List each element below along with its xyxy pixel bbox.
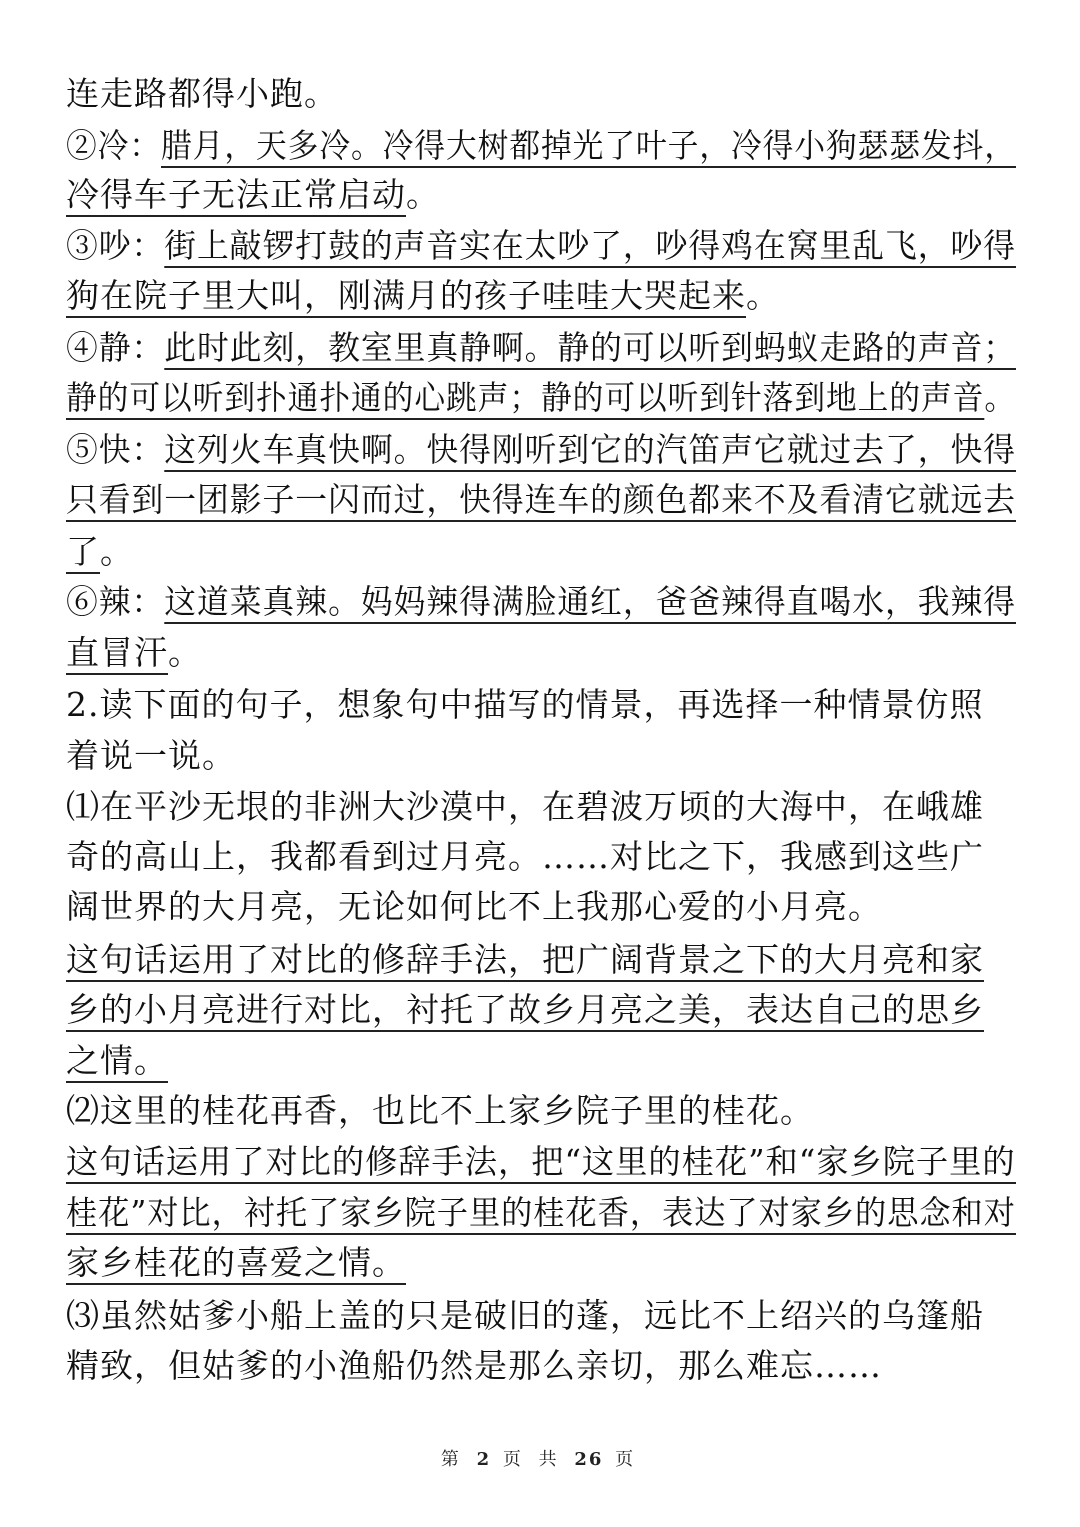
- answer-line: 这句话运用了对比的修辞手法，把“这里的桂花”和“家乡院子里的: [66, 1136, 1016, 1188]
- footer-suffix: 页: [615, 1449, 640, 1470]
- footer-middle: 页 共: [502, 1449, 563, 1470]
- text-line: 静的可以听到扑通扑通的心跳声；静的可以听到针落到地上的声音。: [66, 372, 1016, 424]
- text-line: 了。: [66, 526, 134, 578]
- question-heading: 2.读下面的句子，想象句中描写的情景，再选择一种情景仿照: [66, 685, 984, 724]
- text-line: 精致，但姑爹的小渔船仍然是那么亲切，那么难忘……: [66, 1346, 882, 1385]
- text-line: ③吵：街上敲锣打鼓的声音实在太吵了，吵得鸡在窝里乱飞，吵得: [66, 220, 1016, 272]
- answer-line: 这句话运用了对比的修辞手法，把广阔背景之下的大月亮和家: [66, 934, 984, 986]
- text-line: ⑴在平沙无垠的非洲大沙漠中，在碧波万顷的大海中，在峨雄: [66, 787, 984, 826]
- text-line: 阔世界的大月亮，无论如何比不上我那心爱的小月亮。: [66, 887, 882, 926]
- text-line: ⑵这里的桂花再香，也比不上家乡院子里的桂花。: [66, 1091, 814, 1130]
- text-line: 只看到一团影子一闪而过，快得连车的颜色都来不及看清它就远去: [66, 474, 1016, 526]
- answer-line: 乡的小月亮进行对比，衬托了故乡月亮之美，表达自己的思乡: [66, 984, 984, 1036]
- page-footer: [0, 1448, 1080, 1472]
- question-heading: 着说一说。: [66, 736, 236, 775]
- text-line: ②冷：腊月，天多冷。冷得大树都掉光了叶子，冷得小狗瑟瑟发抖，: [66, 120, 1016, 172]
- answer-line: 之情。: [66, 1035, 168, 1087]
- text-line: 奇的高山上，我都看到过月亮。……对比之下，我感到这些广: [66, 837, 984, 876]
- text-line: 冷得车子无法正常启动。: [66, 169, 440, 221]
- answer-line: 家乡桂花的喜爱之情。: [66, 1237, 406, 1289]
- text-line: ④静：此时此刻，教室里真静啊。静的可以听到蚂蚁走路的声音；: [66, 322, 1016, 374]
- text-line: 狗在院子里大叫，刚满月的孩子哇哇大哭起来。: [66, 270, 780, 322]
- text-line: ⑶虽然姑爹小船上盖的只是破旧的蓬，远比不上绍兴的乌篷船: [66, 1296, 984, 1335]
- text-line: ⑥辣：这道菜真辣。妈妈辣得满脸通红，爸爸辣得直喝水，我辣得: [66, 576, 1016, 628]
- footer-prefix: 第: [440, 1449, 465, 1470]
- answer-line: 桂花”对比，衬托了家乡院子里的桂花香，表达了对家乡的思念和对: [66, 1187, 1016, 1239]
- text-line: 连走路都得小跑。: [66, 74, 338, 113]
- footer-total-pages: 26: [574, 1449, 604, 1470]
- footer-page-number: 2: [476, 1449, 492, 1470]
- text-line: 直冒汗。: [66, 627, 202, 679]
- text-line: ⑤快：这列火车真快啊。快得刚听到它的汽笛声它就过去了，快得: [66, 424, 1016, 476]
